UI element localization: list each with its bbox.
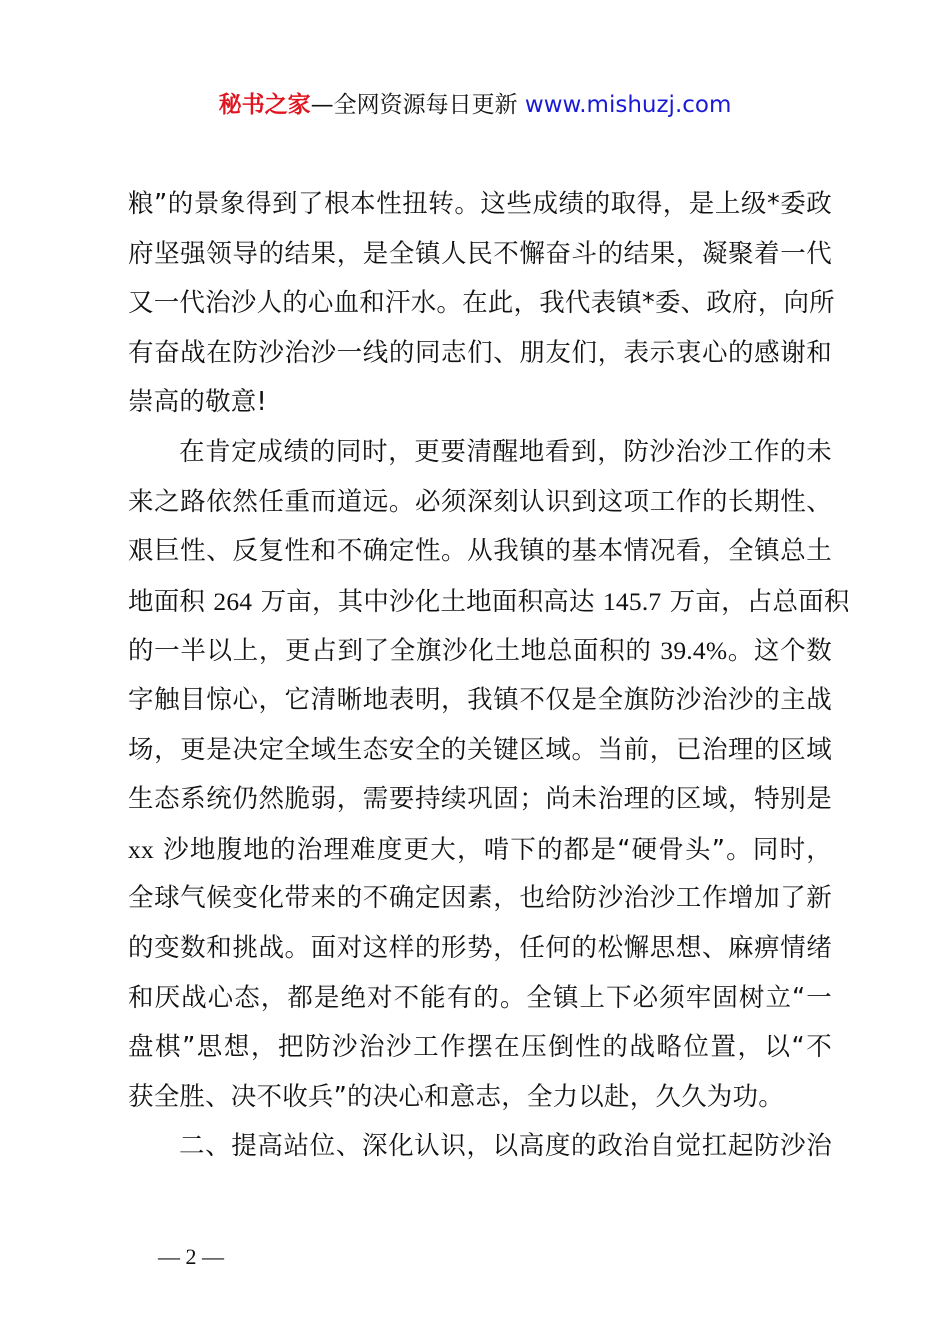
paragraph-line: 和厌战心态，都是绝对不能有的。全镇上下必须牢固树立“一 <box>128 982 832 1013</box>
paragraph-line: 又一代治沙人的心血和汗水。在此，我代表镇*委、政府，向所 <box>128 288 835 319</box>
paragraph-line: 字触目惊心，它清晰地表明，我镇不仅是全旗防沙治沙的主战 <box>128 684 832 715</box>
paragraph-line: 艰巨性、反复性和不确定性。从我镇的基本情况看，全镇总土 <box>128 536 832 567</box>
header-url[interactable]: www.mishuzj.com <box>524 92 732 118</box>
page-number: — 2 — <box>158 1244 224 1269</box>
paragraph-line: 府坚强领导的结果，是全镇人民不懈奋斗的结果，凝聚着一代 <box>128 238 832 269</box>
header-brand: 秘书之家 <box>218 92 311 118</box>
paragraph-line: 地面积 264 万亩，其中沙化土地面积高达 145.7 万亩，占总面积 <box>128 586 850 617</box>
paragraph-line: 崇高的敬意! <box>128 387 267 418</box>
paragraph-line: 来之路依然任重而道远。必须深刻认识到这项工作的长期性、 <box>128 486 832 517</box>
header-tagline: —全网资源每日更新 <box>310 92 518 118</box>
document-body <box>128 180 850 1172</box>
paragraph-line: 生态系统仍然脆弱，需要持续巩固；尚未治理的区域，特别是 <box>128 784 832 815</box>
paragraph-line: 全球气候变化带来的不确定因素，也给防沙治沙工作增加了新 <box>128 883 832 914</box>
paragraph-line: 有奋战在防沙治沙一线的同志们、朋友们，表示衷心的感谢和 <box>128 337 832 368</box>
paragraph-line: 的变数和挑战。面对这样的形势，任何的松懈思想、麻痹情绪 <box>128 932 832 963</box>
paragraph-line: 场，更是决定全域生态安全的关键区域。当前，已治理的区域 <box>128 734 832 765</box>
watermark-header <box>0 88 950 122</box>
paragraph-line: 盘棋”思想，把防沙治沙工作摆在压倒性的战略位置，以“不 <box>128 1032 832 1063</box>
paragraph-line: 在肯定成绩的同时，更要清醒地看到，防沙治沙工作的未 <box>179 436 832 467</box>
paragraph-line: 粮”的景象得到了根本性扭转。这些成绩的取得，是上级*委政 <box>128 189 832 219</box>
paragraph-line: 的一半以上，更占到了全旗沙化土地总面积的 39.4%。这个数 <box>128 636 832 667</box>
paragraph-line: 获全胜、决不收兵”的决心和意志，全力以赴，久久为功。 <box>128 1081 784 1112</box>
paragraph-line: xx 沙地腹地的治理难度更大，啃下的都是“硬骨头”。同时， <box>128 834 832 865</box>
section-heading: 二、提高站位、深化认识，以高度的政治自觉扛起防沙治 <box>179 1131 832 1162</box>
